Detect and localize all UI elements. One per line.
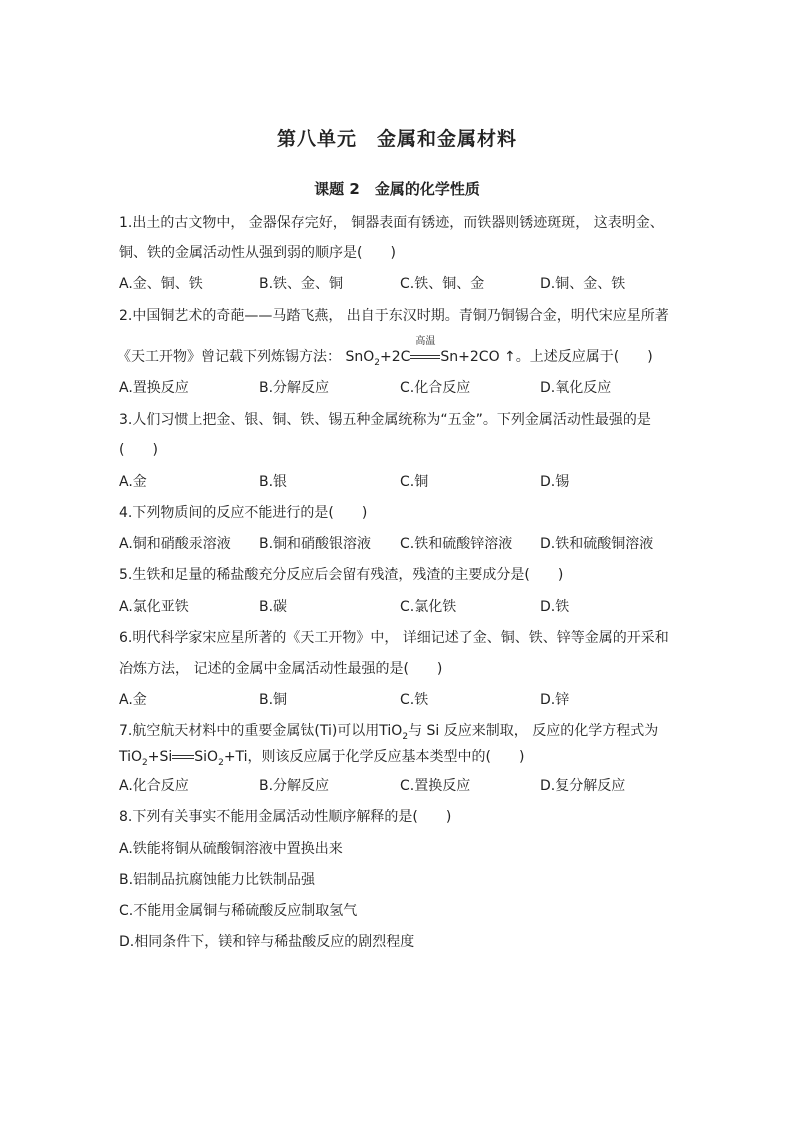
q3-option-a: A.金 — [119, 474, 147, 490]
q3-option-d: D.锡 — [540, 474, 570, 490]
q6-option-b: B.铜 — [259, 692, 288, 708]
q6-stem-line2: 冶炼方法， 记述的金属中金属活动性最强的是( ) — [119, 661, 443, 677]
q2-stem-line1: 2.中国铜艺术的奇葩——马踏飞燕， 出自于东汉时期。青铜乃铜锡合金，明代宋应星所著 — [119, 308, 669, 324]
q4-option-b: B.铜和硝酸银溶液 — [259, 536, 372, 552]
q8-option-d: D.相同条件下，镁和锌与稀盐酸反应的剧烈程度 — [119, 934, 415, 950]
q2-stem-line2 — [117, 336, 653, 373]
q7-eq-c: SiO — [194, 749, 219, 765]
q6-option-d: D.锌 — [540, 692, 570, 708]
q7-stem-line1 — [119, 721, 658, 747]
q7-stem-line2 — [119, 747, 524, 773]
q7-eq-sub1: 2 — [142, 757, 148, 768]
q1-stem-line2: 铜、铁的金属活动性从强到弱的顺序是( ) — [119, 245, 396, 261]
q8-stem-line1: 8.下列有关事实不能用金属活动性顺序解释的是( ) — [119, 809, 452, 825]
q1-option-a: A.金、铜、铁 — [119, 276, 203, 292]
q7-eq-d: +Ti，则该反应属于化学反应基本类型中的( ) — [223, 749, 525, 765]
unit-title: 第八单元 金属和金属材料 — [276, 128, 517, 150]
q5-option-c: C.氯化铁 — [400, 599, 457, 615]
q2-text-mid: +2C — [379, 349, 411, 365]
q7-option-a: A.化合反应 — [119, 778, 189, 794]
equals-sign — [172, 752, 194, 762]
q5-stem-line1: 5.生铁和足量的稀盐酸充分反应后会留有残渣，残渣的主要成分是( ) — [119, 567, 564, 583]
q1-stem-line1: 1.出土的古文物中， 金器保存完好， 铜器表面有锈迹，而铁器则锈迹斑斑， 这表明金、 — [119, 215, 664, 231]
q7-eq-a: TiO — [119, 749, 143, 765]
q7-option-d: D.复分解反应 — [540, 778, 626, 794]
q7-option-b: B.分解反应 — [259, 778, 330, 794]
q3-stem-line2: ( ) — [119, 442, 158, 458]
q4-option-a: A.铜和硝酸汞溶液 — [119, 536, 231, 552]
q8-option-c: C.不能用金属铜与稀硫酸反应制取氢气 — [119, 903, 358, 919]
q7-eq-sub2: 2 — [218, 757, 224, 768]
q2-text-post: Sn+2CO ↑。上述反应属于( ) — [440, 349, 653, 365]
q5-option-b: B.碳 — [259, 599, 288, 615]
q1-option-b: B.铁、金、铜 — [259, 276, 344, 292]
lesson-subtitle: 课题 2 金属的化学性质 — [314, 180, 480, 198]
q2-option-d: D.氧化反应 — [540, 380, 612, 396]
q2-option-c: C.化合反应 — [400, 380, 471, 396]
reaction-condition: 高温 — [415, 336, 436, 347]
q7-eq-b: +Si — [147, 749, 173, 765]
q7-text-post: 与 Si 反应来制取， 反应的化学方程式为 — [408, 723, 659, 739]
q7-option-c: C.置换反应 — [400, 778, 471, 794]
q8-option-b: B.铝制品抗腐蚀能力比铁制品强 — [119, 872, 316, 888]
q2-option-b: B.分解反应 — [259, 380, 330, 396]
q2-text-pre: 《天工开物》曾记载下列炼锡方法： SnO — [117, 349, 375, 365]
q2-option-a: A.置换反应 — [119, 380, 189, 396]
q6-option-a: A.金 — [119, 692, 147, 708]
reaction-arrow — [410, 336, 440, 367]
q7-text-pre: 7.航空航天材料中的重要金属钛(Ti)可以用TiO — [119, 723, 403, 739]
q5-option-a: A.氯化亚铁 — [119, 599, 189, 615]
q1-option-d: D.铜、金、铁 — [540, 276, 626, 292]
q3-stem-line1: 3.人们习惯上把金、银、铜、铁、锡五种金属统称为“五金”。下列金属活动性最强的是 — [119, 412, 651, 428]
q6-option-c: C.铁 — [400, 692, 429, 708]
q7-subscript-1: 2 — [402, 731, 409, 742]
q4-option-d: D.铁和硫酸铜溶液 — [540, 536, 654, 552]
q8-option-a: A.铁能将铜从硫酸铜溶液中置换出来 — [119, 841, 343, 857]
q3-option-b: B.银 — [259, 474, 288, 490]
q4-option-c: C.铁和硫酸锌溶液 — [400, 536, 513, 552]
q2-subscript: 2 — [374, 357, 380, 368]
q1-option-c: C.铁、铜、金 — [400, 276, 485, 292]
q5-option-d: D.铁 — [540, 599, 570, 615]
q3-option-c: C.铜 — [400, 474, 429, 490]
q4-stem-line1: 4.下列物质间的反应不能进行的是( ) — [119, 505, 368, 521]
q6-stem-line1: 6.明代科学家宋应星所著的《天工开物》中， 详细记述了金、铜、铁、锌等金属的开采和 — [119, 630, 669, 646]
